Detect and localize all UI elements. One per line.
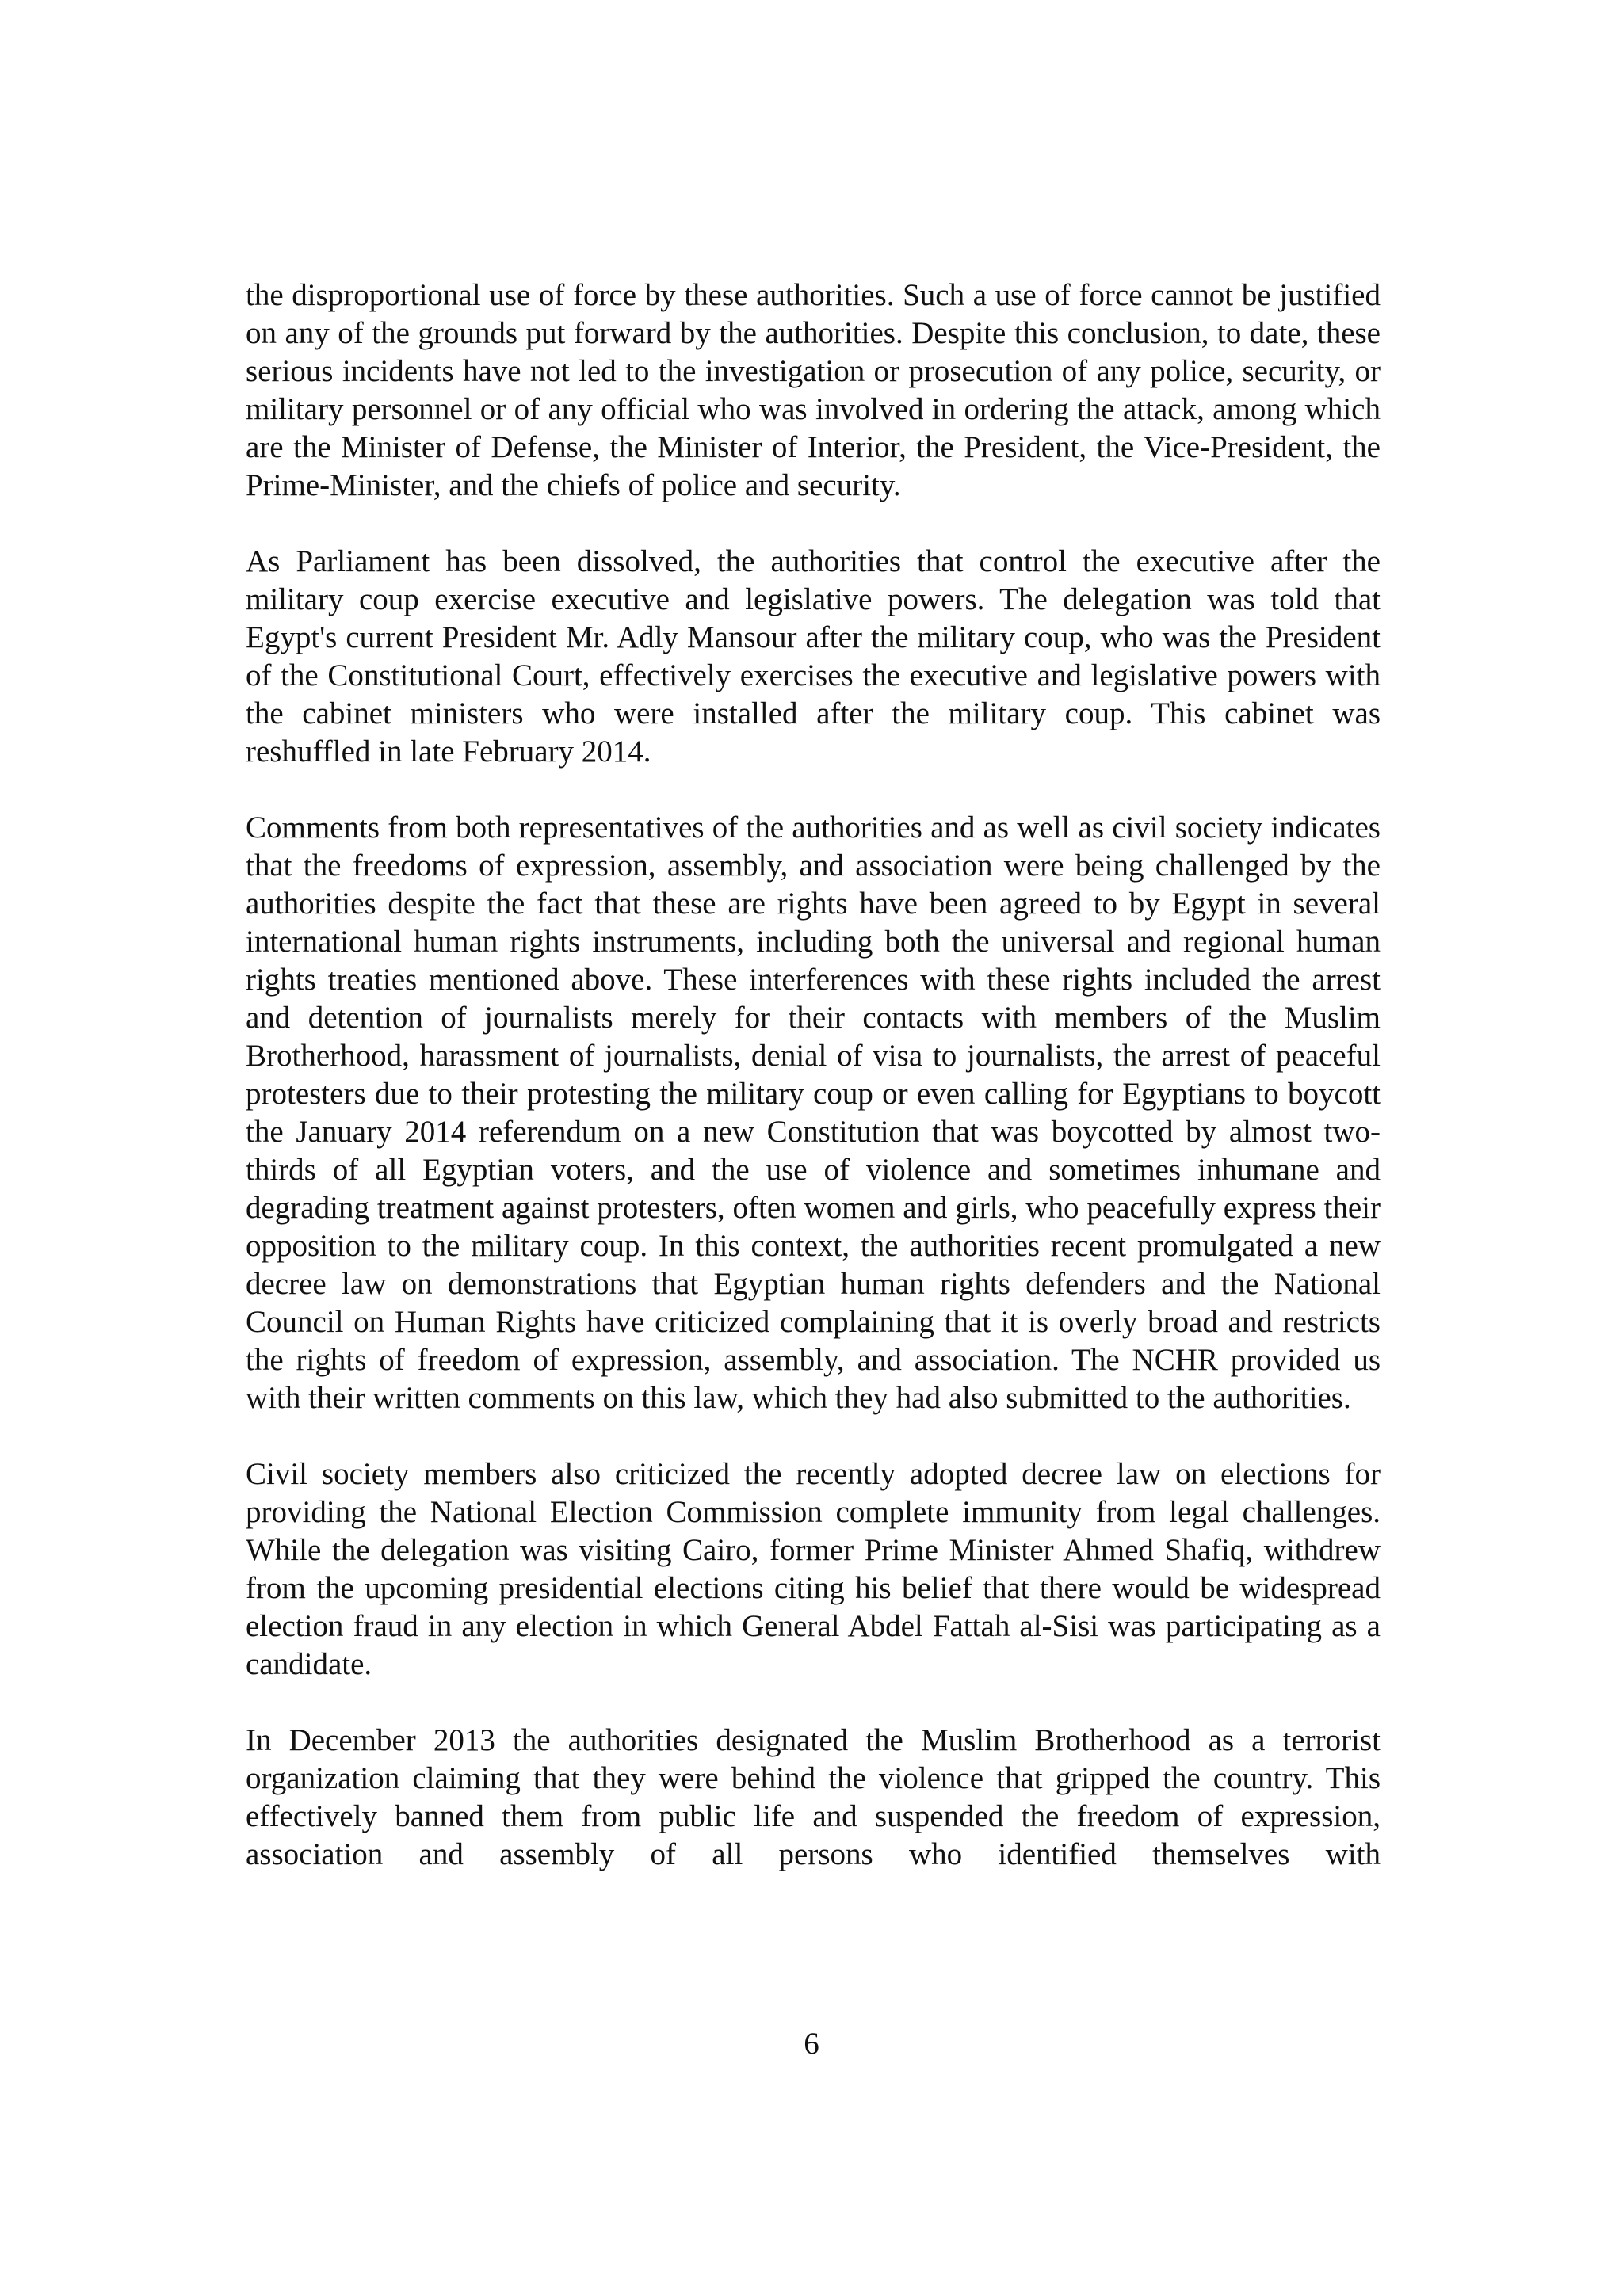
- page-number: 6: [804, 2027, 819, 2061]
- paragraph: the disproportional use of force by these authorities. Such a use of force cannot be justified on any of the grounds put forward by the authorities. Despite this conclusion, to date, these serious incidents have not led to the investigation or prosecution of any police, security, or military personnel or of any official who was involved in ordering the attack, among which are the Minister of Defense, the Minister of Interior, the President, the Vice-President, the Prime-Minister, and the chiefs of police and security.: [246, 278, 1381, 502]
- body-text: [246, 277, 1381, 1874]
- paragraph: As Parliament has been dissolved, the authorities that control the executive after the military coup exercise executive and legislative powers. The delegation was told that Egypt's current President Mr. Adly Mansour after the military coup, who was the President of the Constitutional Court, effectively exercises the executive and legislative powers with the cabinet ministers who were installed after the military coup. This cabinet was reshuffled in late February 2014.: [246, 544, 1381, 769]
- paragraph: Civil society members also criticized the recently adopted decree law on elections for providing the National Election Commission complete immunity from legal challenges. While the delegation was visiting Cairo, former Prime Minister Ahmed Shafiq, withdrew from the upcoming presidential elections citing his belief that there would be widespread election fraud in any election in which General Abdel Fattah al-Sisi was participating as a candidate.: [246, 1457, 1381, 1681]
- paragraph: Comments from both representatives of the authorities and as well as civil society indicates that the freedoms of expression, assembly, and association were being challenged by the authorities despite the fact that these are rights have been agreed to by Egypt in several international human rights instruments, including both the universal and regional human rights treaties mentioned above. These interferences with these rights included the arrest and detention of journalists merely for their contacts with members of the Muslim Brotherhood, harassment of journalists, denial of visa to journalists, the arrest of peaceful protesters due to their protesting the military coup or even calling for Egyptians to boycott the January 2014 referendum on a new Constitution that was boycotted by almost two-thirds of all Egyptian voters, and the use of violence and sometimes inhumane and degrading treatment against protesters, often women and girls, who peacefully express their opposition to the military coup. In this context, the authorities recent promulgated a new decree law on demonstrations that Egyptian human rights defenders and the National Council on Human Rights have criticized complaining that it is overly broad and restricts the rights of freedom of expression, assembly, and association. The NCHR provided us with their written comments on this law, which they had also submitted to the authorities.: [246, 810, 1381, 1415]
- paragraph: In December 2013 the authorities designated the Muslim Brotherhood as a terrorist organization claiming that they were behind the violence that gripped the country. This effectively banned them from public life and suspended the freedom of expression, association and assembly of all persons who identified themselves with: [246, 1723, 1381, 1871]
